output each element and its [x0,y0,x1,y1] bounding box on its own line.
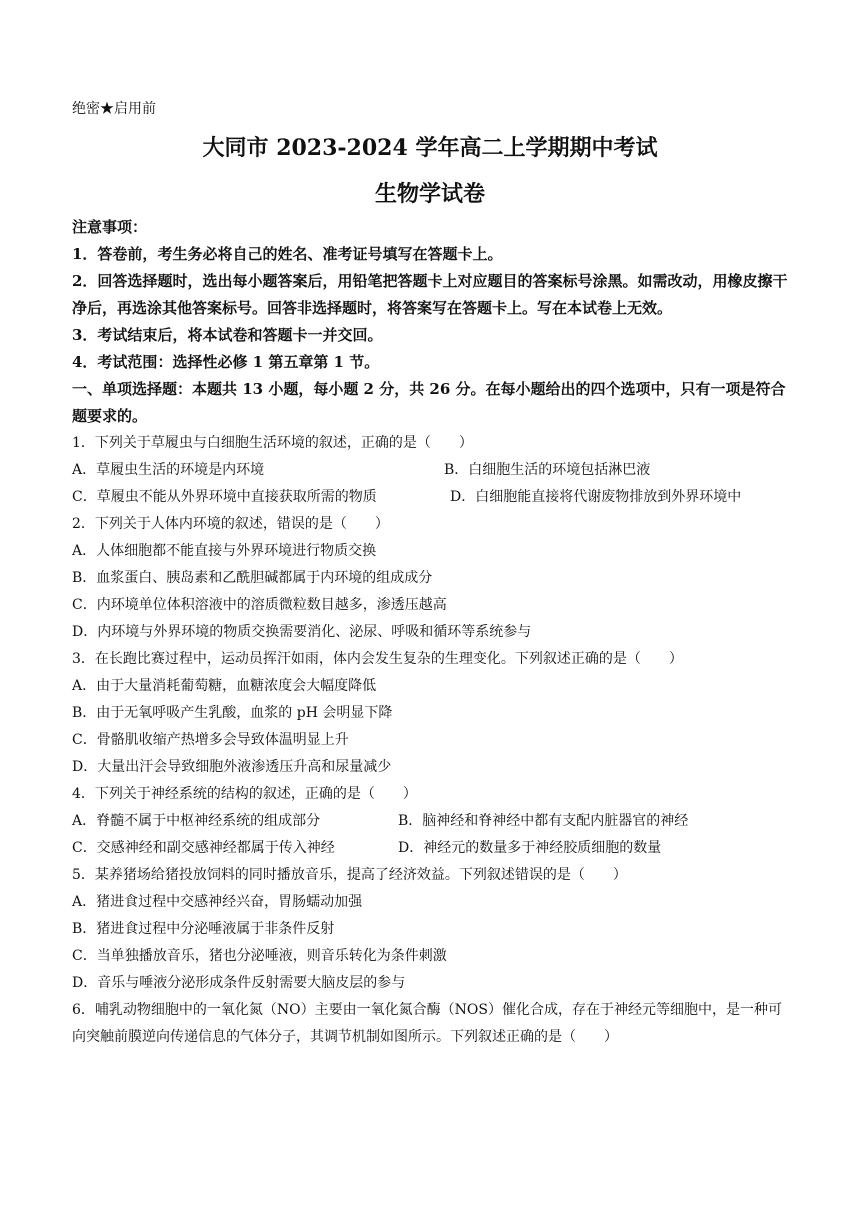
section-heading: 一、单项选择题：本题共 13 小题，每小题 2 分，共 26 分。在每小题给出的四个选项中，只有一项是符合题要求的。 [72,380,786,425]
question-stem: 4．下列关于神经系统的结构的叙述，正确的是（ ） [72,786,417,802]
option: D．音乐与唾液分泌形成条件反射需要大脑皮层的参与 [72,975,406,991]
option: A．由于大量消耗葡萄糖，血糖浓度会大幅度降低 [72,678,377,694]
option: B．血浆蛋白、胰岛素和乙酰胆碱都属于内环境的组成成分 [72,570,433,586]
exam-body [72,214,794,1051]
option-row [72,808,794,835]
question-stem: 5．某养猪场给猪投放饲料的同时播放音乐，提高了经济效益。下列叙述错误的是（ ） [72,867,627,883]
option: A．草履虫生活的环境是内环境 [72,462,265,478]
option: C．当单独播放音乐，猪也分泌唾液，则音乐转化为条件刺激 [72,948,447,964]
confidential-mark: 绝密★启用前 [72,101,156,117]
option-row [72,835,794,862]
option: D．大量出汗会导致细胞外液渗透压升高和尿量减少 [72,759,392,775]
question-stem: 2．下列关于人体内环境的叙述，错误的是（ ） [72,516,389,532]
option: A．猪进食过程中交感神经兴奋，胃肠蠕动加强 [72,894,363,910]
option: B．脑神经和脊神经中都有支配内脏器官的神经 [398,813,689,829]
option: C．内环境单位体积溶液中的溶质微粒数目越多，渗透压越高 [72,597,447,613]
option: C．草履虫不能从外界环境中直接获取所需的物质 [72,489,377,505]
exam-title: 大同市 2023-2024 学年高二上学期期中考试 [202,135,658,161]
option: A．脊髓不属于中枢神经系统的组成部分 [72,813,321,829]
note-item: 2．回答选择题时，选出每小题答案后，用铅笔把答题卡上对应题目的答案标号涂黑。如需改动，用橡皮擦干净后，再选涂其他答案标号。回答非选择题时，将答案写在答题卡上。写在本试卷上无效。 [72,272,788,317]
note-item: 4．考试范围：选择性必修 1 第五章第 1 节。 [72,353,380,371]
note-item: 3．考试结束后，将本试卷和答题卡一并交回。 [72,326,383,344]
option: D．内环境与外界环境的物质交换需要消化、泌尿、呼吸和循环等系统参与 [72,624,532,640]
option: C．交感神经和副交感神经都属于传入神经 [72,840,335,856]
option: C．骨骼肌收缩产热增多会导致体温明显上升 [72,732,349,748]
option-row [72,457,794,484]
option: A．人体细胞都不能直接与外界环境进行物质交换 [72,543,377,559]
option: D．白细胞能直接将代谢废物排放到外界环境中 [450,489,742,505]
option: B．由于无氧呼吸产生乳酸，血浆的 pH 会明显下降 [72,705,393,721]
question-stem: 6．哺乳动物细胞中的一氧化氮（NO）主要由一氧化氮合酶（NOS）催化合成，存在于神经元等细胞中，是一种可向突触前膜逆向传递信息的气体分子，其调节机制如图所示。下列叙述正确的是（ ） [72,1002,782,1045]
option: B．猪进食过程中分泌唾液属于非条件反射 [72,921,335,937]
question-stem: 1．下列关于草履虫与白细胞生活环境的叙述，正确的是（ ） [72,435,473,451]
notes-heading: 注意事项： [72,218,148,236]
subject-title: 生物学试卷 [374,181,485,207]
note-item: 1．答卷前，考生务必将自己的姓名、准考证号填写在答题卡上。 [72,245,503,263]
option: B．白细胞生活的环境包括淋巴液 [444,462,651,478]
question-stem: 3．在长跑比赛过程中，运动员挥汗如雨，体内会发生复杂的生理变化。下列叙述正确的是（ ） [72,651,683,667]
option: D．神经元的数量多于神经胶质细胞的数量 [398,840,662,856]
option-row [72,484,794,511]
